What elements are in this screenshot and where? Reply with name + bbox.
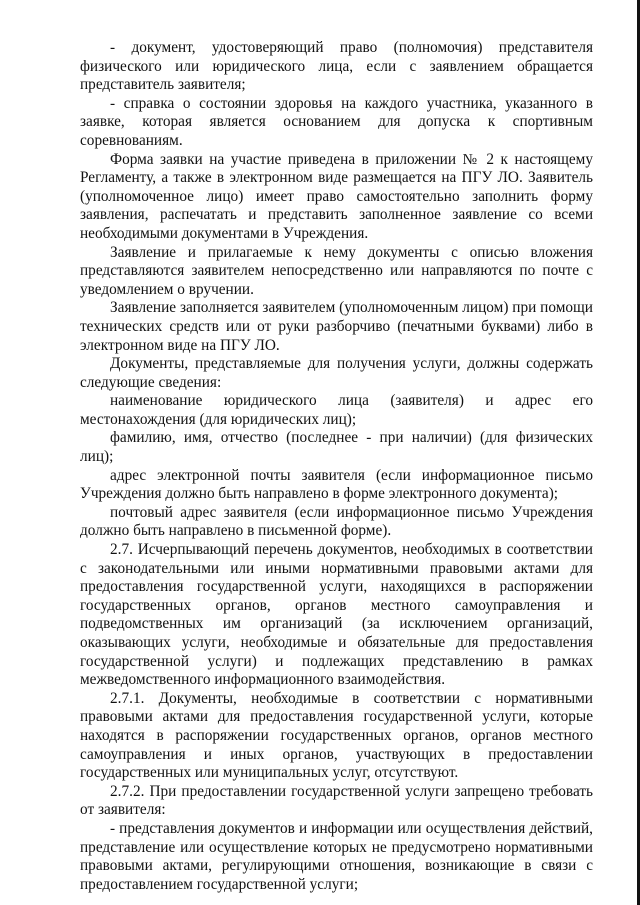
- list-item-postal-address: почтовый адрес заявителя (если информационное письмо Учреждения должно быть направлено в письменной форме).: [80, 503, 593, 540]
- list-item-full-name: фамилию, имя, отчество (последнее - при наличии) (для физических лиц);: [80, 429, 593, 466]
- paragraph-application-form: Форма заявки на участие приведена в приложении № 2 к настоящему Регламенту, а также в электронном виде размещается на ПГУ ЛО. Заявитель (уполномоченное лицо) имеет право самостоятельно заполнить форму заявления, распечатать и представить заполненное заявление со всеми необходимыми документами в Учреждения.: [80, 150, 593, 242]
- list-item-legal-entity: наименование юридического лица (заявителя) и адрес его местонахождения (для юридических лиц);: [80, 392, 593, 428]
- section-2-7-2: 2.7.2. При предоставлении государственной услуги запрещено требовать от заявителя:: [80, 782, 593, 819]
- paragraph-required-info: Документы, представляемые для получения услуги, должны содержать следующие сведения:: [80, 355, 593, 391]
- paragraph-health-certificate: - справка о состоянии здоровья на каждого участника, указанного в заявке, которая является основанием для допуска к спортивным соревнованиям.: [80, 94, 593, 149]
- document-body: [80, 39, 593, 894]
- list-item-email: адрес электронной почты заявителя (если информационное письмо Учреждения должно быть направлено в форме электронного документа);: [80, 466, 593, 503]
- section-2-7-1: 2.7.1. Документы, необходимые в соответствии с нормативными правовыми актами для предоставления государственной услуги, которые находятся в распоряжении государственных органов, органов местного самоуправления и иных органов, участвующих в предоставлении государственных или муниципальных услуг, отсутствуют.: [80, 689, 593, 782]
- section-2-7: 2.7. Исчерпывающий перечень документов, необходимых в соответствии с законодательными или иными нормативными правовыми актами для предоставления государственной услуги, находящихся в распоряжении государственных органов, органов местного самоуправления и подведомственных им организаций (за исключением организаций, оказывающих услуги, необходимые и обязательные для предоставления государственной услуги) и подлежащих представлению в рамках межведомственного информационного взаимодействия.: [80, 541, 593, 689]
- list-item-prohibited-requirement: - представления документов и информации или осуществления действий, представление или осуществление которых не предусмотрено нормативными правовыми актами, регулирующими отношения, возникающие в связи с предоставлением государственной услуги;: [80, 819, 593, 893]
- paragraph-filling: Заявление заполняется заявителем (уполномоченным лицом) при помощи технических средств или от руки разборчиво (печатными буквами) либо в электронном виде на ПГУ ЛО.: [80, 299, 593, 354]
- paragraph-representative-document: - документ, удостоверяющий право (полномочия) представителя физического или юридического лица, если с заявлением обращается представитель заявителя;: [80, 39, 593, 94]
- paragraph-submission: Заявление и прилагаемые к нему документы с описью вложения представляются заявителем непосредственно или направляются по почте с уведомлением о вручении.: [80, 243, 593, 298]
